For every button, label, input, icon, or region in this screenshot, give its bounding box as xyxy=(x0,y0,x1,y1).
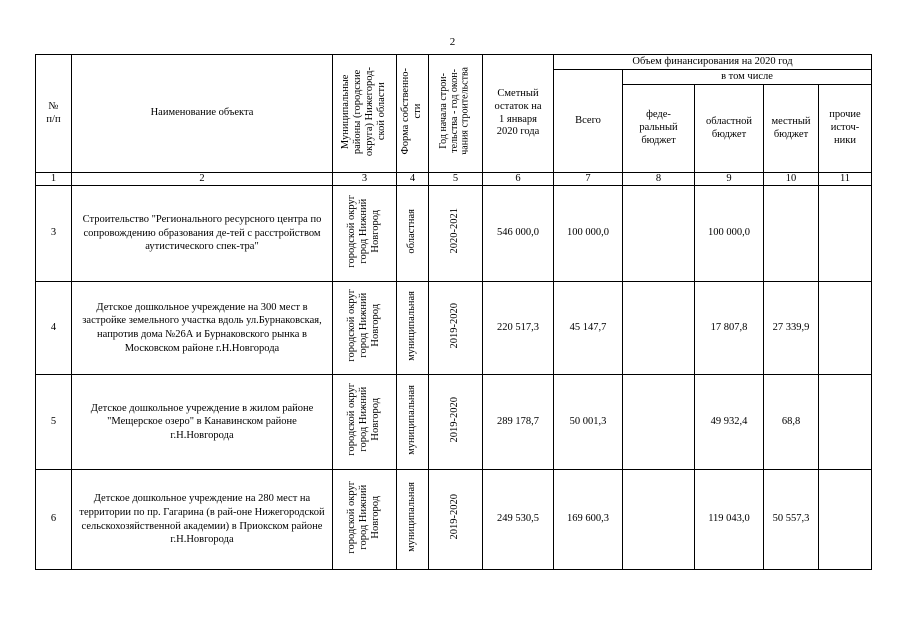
column-number: 3 xyxy=(333,173,397,186)
federal-cell xyxy=(623,282,695,375)
row-num: 4 xyxy=(36,282,72,375)
other-cell xyxy=(819,375,872,470)
column-number: 4 xyxy=(397,173,429,186)
table-row xyxy=(36,470,872,570)
ownership-cell: областная xyxy=(397,186,429,282)
regional-cell: 119 043,0 xyxy=(695,470,764,570)
row-num: 6 xyxy=(36,470,72,570)
district-cell: городской округ город Нижний Новгород xyxy=(333,186,397,282)
estimate-cell: 546 000,0 xyxy=(483,186,554,282)
district-cell: городской округ город Нижний Новгород xyxy=(333,470,397,570)
header-regional: областной бюджет xyxy=(695,85,764,173)
column-number: 5 xyxy=(429,173,483,186)
years-cell: 2019-2020 xyxy=(429,375,483,470)
federal-cell xyxy=(623,375,695,470)
table-row xyxy=(36,282,872,375)
column-number: 10 xyxy=(764,173,819,186)
column-number: 8 xyxy=(623,173,695,186)
district-cell: городской округ город Нижний Новгород xyxy=(333,282,397,375)
column-number: 11 xyxy=(819,173,872,186)
district-cell: городской округ город Нижний Новгород xyxy=(333,375,397,470)
years-cell: 2019-2020 xyxy=(429,282,483,375)
header-other: прочие источ- ники xyxy=(819,85,872,173)
other-cell xyxy=(819,282,872,375)
regional-cell: 100 000,0 xyxy=(695,186,764,282)
header-district: Муниципальные районы (городские округа) Нижегород- ской области xyxy=(333,55,397,173)
years-cell: 2019-2020 xyxy=(429,470,483,570)
row-num: 3 xyxy=(36,186,72,282)
table-row xyxy=(36,375,872,470)
federal-cell xyxy=(623,186,695,282)
other-cell xyxy=(819,186,872,282)
ownership-cell: муниципальная xyxy=(397,375,429,470)
estimate-cell: 220 517,3 xyxy=(483,282,554,375)
total-cell: 100 000,0 xyxy=(554,186,623,282)
header-total: Всего xyxy=(554,70,623,173)
header-estimate: Сметный остаток на 1 января 2020 года xyxy=(483,55,554,173)
header-including: в том числе xyxy=(623,70,872,85)
object-name: Строительство "Регионального ресурсного центра по сопровождению образования де-тей с расстройством аутистического спек-тра" xyxy=(72,186,333,282)
header-row-1 xyxy=(36,55,872,70)
financing-table xyxy=(35,54,872,570)
object-name: Детское дошкольное учреждение на 280 мест на территории по пр. Гагарина (в рай-оне Нижегородской сельскохозяйственной академии) в Приокском районе г.Н.Новгорода xyxy=(72,470,333,570)
estimate-cell: 289 178,7 xyxy=(483,375,554,470)
header-local: местный бюджет xyxy=(764,85,819,173)
header-federal: феде- ральный бюджет xyxy=(623,85,695,173)
column-number: 7 xyxy=(554,173,623,186)
total-cell: 45 147,7 xyxy=(554,282,623,375)
regional-cell: 17 807,8 xyxy=(695,282,764,375)
table-row xyxy=(36,186,872,282)
column-number: 1 xyxy=(36,173,72,186)
object-name: Детское дошкольное учреждение на 300 мест в застройке земельного участка вдоль ул.Бурнаковская, напротив дома №26А и Бурнаковского рынка в Московском районе г.Н.Новгорода xyxy=(72,282,333,375)
ownership-cell: муниципальная xyxy=(397,470,429,570)
ownership-cell: муниципальная xyxy=(397,282,429,375)
regional-cell: 49 932,4 xyxy=(695,375,764,470)
local-cell: 27 339,9 xyxy=(764,282,819,375)
row-num: 5 xyxy=(36,375,72,470)
object-name: Детское дошкольное учреждение в жилом районе "Мещерское озеро" в Канавинском районе г.Н.Новгорода xyxy=(72,375,333,470)
column-number-row xyxy=(36,173,872,186)
total-cell: 50 001,3 xyxy=(554,375,623,470)
header-years: Год начала строи- тельства - год окон- чания строительства xyxy=(429,55,483,173)
federal-cell xyxy=(623,470,695,570)
header-name: Наименование объекта xyxy=(72,55,333,173)
header-financing: Объем финансирования на 2020 год xyxy=(554,55,872,70)
page-number: 2 xyxy=(449,36,456,48)
header-num: № п/п xyxy=(36,55,72,173)
local-cell: 68,8 xyxy=(764,375,819,470)
total-cell: 169 600,3 xyxy=(554,470,623,570)
column-number: 2 xyxy=(72,173,333,186)
other-cell xyxy=(819,470,872,570)
local-cell xyxy=(764,186,819,282)
local-cell: 50 557,3 xyxy=(764,470,819,570)
header-ownership: Форма собственно- сти xyxy=(397,55,429,173)
column-number: 9 xyxy=(695,173,764,186)
years-cell: 2020-2021 xyxy=(429,186,483,282)
estimate-cell: 249 530,5 xyxy=(483,470,554,570)
column-number: 6 xyxy=(483,173,554,186)
